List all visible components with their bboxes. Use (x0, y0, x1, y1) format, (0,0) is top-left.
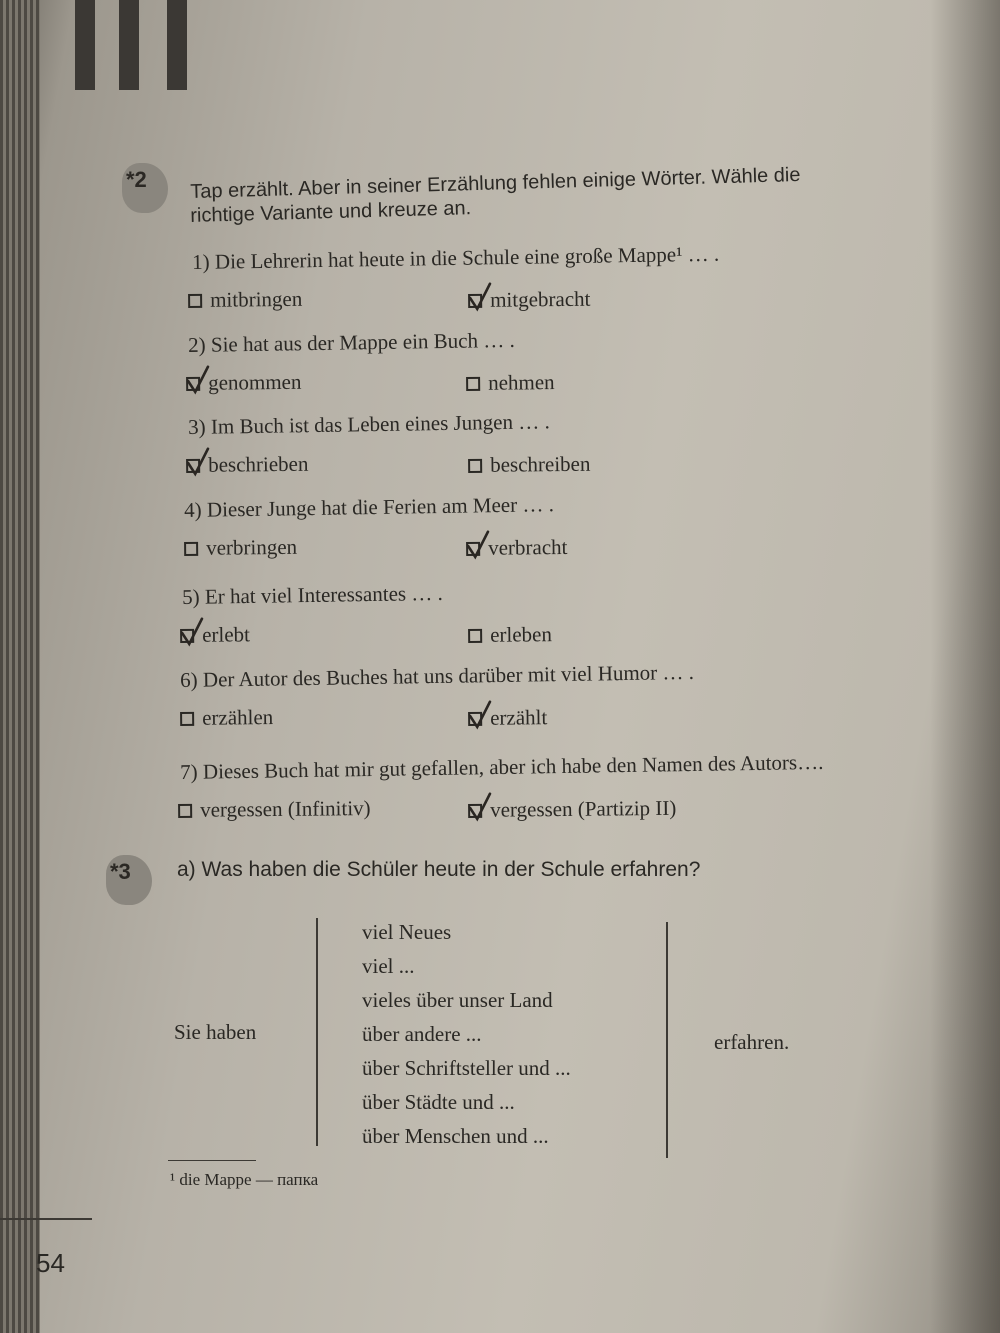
table-left-cell: Sie haben (174, 1020, 257, 1044)
checkbox[interactable] (468, 458, 482, 472)
table-phrase: über Schriftsteller und ... (362, 1056, 571, 1080)
question-text: 6) Der Autor des Buches hat uns darüber mit viel Humor … . (180, 659, 695, 692)
table-divider (316, 918, 318, 1146)
answer-option[interactable] (180, 622, 250, 648)
table-phrase: über andere ... (362, 1022, 482, 1046)
question-text: 4) Dieser Junge hat die Ferien am Meer … . (184, 492, 555, 522)
answer-option[interactable] (468, 705, 547, 731)
checkmark-icon (467, 791, 493, 821)
checkbox[interactable] (186, 376, 200, 390)
checkbox[interactable] (466, 541, 480, 555)
answer-option[interactable] (186, 452, 309, 478)
answer-option[interactable] (466, 535, 568, 561)
option-label: erzählt (489, 705, 548, 730)
page-shadow (930, 0, 1000, 1333)
question-text: 2) Sie hat aus der Mappe ein Buch … . (188, 327, 515, 357)
exercise-badge (122, 163, 168, 213)
checkbox[interactable] (184, 541, 198, 555)
table-phrase: viel Neues (362, 920, 452, 944)
table-phrase: über Menschen und ... (362, 1124, 549, 1148)
chapter-bar (167, 0, 187, 90)
exercise-badge (106, 855, 152, 905)
checkbox[interactable] (468, 711, 482, 725)
answer-option[interactable] (468, 287, 591, 313)
question-text: 7) Dieses Buch hat mir gut gefallen, aber ich habe den Namen des Autors…. (180, 749, 824, 784)
chapter-bar (75, 0, 95, 90)
instruction-line-1: Tap erzählt. Aber in seiner Erzählung fehlen einige Wörter. Wähle die (190, 163, 801, 203)
answer-option[interactable] (186, 370, 302, 396)
option-label: beschrieben (207, 451, 309, 477)
chapter-bar (119, 0, 139, 90)
answer-option[interactable] (184, 535, 297, 561)
answer-option[interactable] (468, 796, 676, 823)
checkmark-icon (179, 616, 205, 646)
option-label: mitbringen (209, 286, 303, 312)
table-phrase: viel ... (362, 954, 415, 978)
option-label: erzählen (201, 705, 274, 730)
checkbox[interactable] (180, 628, 194, 642)
answer-option[interactable] (468, 622, 552, 648)
option-label: erlebt (201, 622, 251, 647)
answer-option[interactable] (188, 287, 302, 313)
answer-option[interactable] (178, 796, 371, 823)
checkbox[interactable] (468, 803, 482, 817)
answer-option[interactable] (466, 370, 555, 396)
table-right-cell: erfahren. (714, 1030, 790, 1054)
table-divider (666, 922, 668, 1158)
table-phrase: vieles über unser Land (362, 988, 553, 1012)
checkmark-icon (185, 446, 211, 476)
option-label: genommen (207, 369, 302, 395)
checkmark-icon (465, 529, 491, 559)
option-label: vergessen (Partizip II) (489, 795, 677, 822)
footnote-separator (168, 1160, 256, 1161)
option-label: verbracht (487, 534, 568, 560)
checkbox[interactable] (466, 376, 480, 390)
instruction-line-2: richtige Variante und kreuze an. (190, 197, 472, 227)
footnote: ¹ die Mappe — папка (170, 1170, 319, 1189)
checkmark-icon (467, 281, 493, 311)
question-text: 5) Er hat viel Interessantes … . (182, 580, 444, 609)
answer-option[interactable] (468, 452, 591, 478)
checkmark-icon (185, 364, 211, 394)
checkbox[interactable] (180, 711, 194, 725)
question-text: 3) Im Buch ist das Leben eines Jungen … . (188, 409, 550, 439)
table-phrase: über Städte und ... (362, 1090, 515, 1114)
checkbox[interactable] (468, 628, 482, 642)
exercise-subtitle: a) Was haben die Schüler heute in der Schule erfahren? (177, 858, 701, 881)
option-label: nehmen (487, 370, 555, 395)
exercise-number: *2 (126, 167, 147, 192)
page-number: 54 (36, 1248, 65, 1278)
checkbox[interactable] (468, 293, 482, 307)
page-stack-edge (0, 0, 40, 1333)
option-label: vergessen (Infinitiv) (199, 795, 371, 822)
checkbox[interactable] (188, 293, 202, 307)
option-label: beschreiben (489, 451, 591, 477)
answer-option[interactable] (180, 705, 273, 731)
option-label: verbringen (205, 534, 298, 560)
exercise-number: *3 (110, 859, 131, 884)
checkbox[interactable] (186, 458, 200, 472)
page-bottom-rule (0, 1218, 92, 1220)
checkbox[interactable] (178, 803, 192, 817)
option-label: mitgebracht (489, 286, 591, 312)
checkmark-icon (467, 699, 493, 729)
question-text: 1) Die Lehrerin hat heute in die Schule eine große Mappe¹ … . (192, 241, 720, 274)
option-label: erleben (489, 622, 553, 647)
